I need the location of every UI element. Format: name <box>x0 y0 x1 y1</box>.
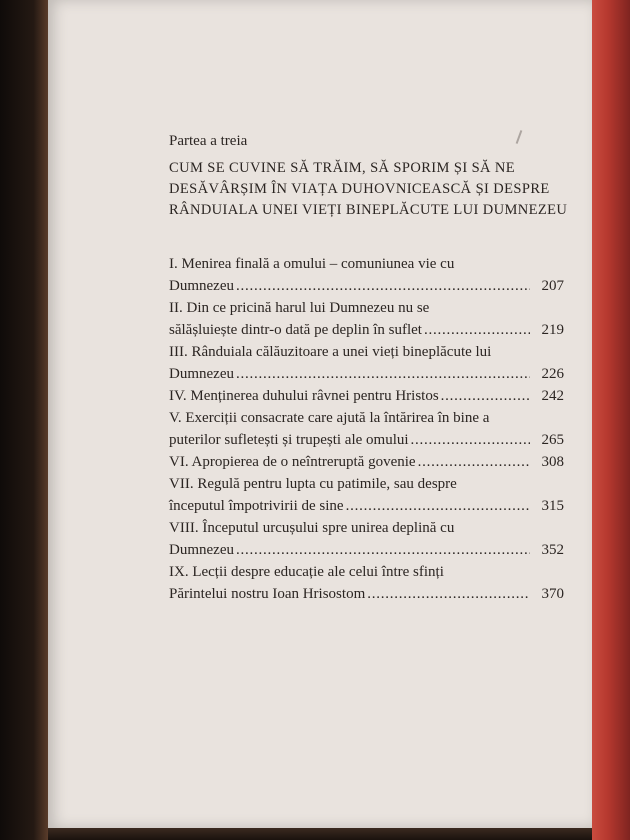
toc-entry-title: IX. Lecții despre educație ale celui între sfinți <box>169 564 444 580</box>
toc-entry-line <box>169 495 564 517</box>
toc-entry-title: puterilor sufletești și trupești ale omului <box>169 432 409 448</box>
toc-entry-title: III. Rânduiala călăuzitoare a unei vieți bineplăcute lui <box>169 344 492 360</box>
toc-entry-line <box>169 385 564 407</box>
page-number: 352 <box>541 542 564 558</box>
toc-entry <box>169 253 564 297</box>
toc-entry-title: Dumnezeu <box>169 278 234 294</box>
leader-dots <box>367 583 530 605</box>
toc-entry-title: sălășluiește dintr-o dată pe deplin în suflet <box>169 322 422 338</box>
toc-entry-title: VIII. Începutul urcușului spre unirea deplină cu <box>169 520 455 536</box>
page-number: 308 <box>541 454 564 470</box>
page-bottom-edge <box>48 828 592 840</box>
page-number: 207 <box>541 278 564 294</box>
page-number: 315 <box>541 498 564 514</box>
toc-entry-title: II. Din ce pricină harul lui Dumnezeu nu se <box>169 300 430 316</box>
toc-entry-line <box>169 275 564 297</box>
toc-entry-title: începutul împotrivirii de sine <box>169 498 344 514</box>
book-binding <box>0 0 48 840</box>
leader-dots <box>411 429 530 451</box>
pencil-mark <box>516 130 523 144</box>
page-number: 370 <box>541 586 564 602</box>
toc-entry <box>169 473 564 517</box>
show-through-text <box>108 600 578 768</box>
part-title: CUM SE CUVINE SĂ TRĂIM, SĂ SPORIM ȘI SĂ NE DESĂVÂRȘIM ÎN VIAȚA DUHOVNICEASCĂ ȘI DESPRE RÂNDUIALA UNEI VIEȚI BINEPLĂCUTE LUI DUMNEZEU <box>169 160 568 218</box>
toc-entry <box>169 407 564 451</box>
toc-entry-title: VI. Apropierea de o neîntreruptă govenie <box>169 454 416 470</box>
page-number: 242 <box>541 388 564 404</box>
toc-entry-title: Părintelui nostru Ioan Hrisostom <box>169 586 366 602</box>
toc-entry-line <box>169 451 564 473</box>
leader-dots <box>236 275 530 297</box>
leader-dots <box>441 385 530 407</box>
page-number: 219 <box>541 322 564 338</box>
toc-entry <box>169 561 564 605</box>
toc-entry-line <box>169 363 564 385</box>
leader-dots <box>346 495 530 517</box>
toc-entry-title: VII. Regulă pentru lupta cu patimile, sau despre <box>169 476 457 492</box>
leader-dots <box>418 451 530 473</box>
part-label: Partea a treia <box>169 133 248 149</box>
toc-entry <box>169 341 564 385</box>
cover-edge <box>592 0 630 840</box>
toc-entry <box>169 297 564 341</box>
book-page <box>48 0 592 828</box>
toc-list <box>169 253 564 605</box>
toc-entry <box>169 517 564 561</box>
leader-dots <box>236 363 530 385</box>
toc-entry <box>169 385 564 407</box>
toc-entry-title: V. Exerciții consacrate care ajută la întărirea în bine a <box>169 410 490 426</box>
toc-entry-title: IV. Menținerea duhului râvnei pentru Hristos <box>169 388 439 404</box>
toc-entry-line <box>169 319 564 341</box>
toc-entry-line <box>169 583 564 605</box>
page-number: 265 <box>541 432 564 448</box>
toc-entry <box>169 451 564 473</box>
leader-dots <box>236 539 530 561</box>
page-number: 226 <box>541 366 564 382</box>
toc-entry-title: I. Menirea finală a omului – comuniunea vie cu <box>169 256 455 272</box>
leader-dots <box>424 319 530 341</box>
toc-entry-title: Dumnezeu <box>169 366 234 382</box>
toc-entry-title: Dumnezeu <box>169 542 234 558</box>
toc-entry-line <box>169 539 564 561</box>
toc-entry-line <box>169 429 564 451</box>
